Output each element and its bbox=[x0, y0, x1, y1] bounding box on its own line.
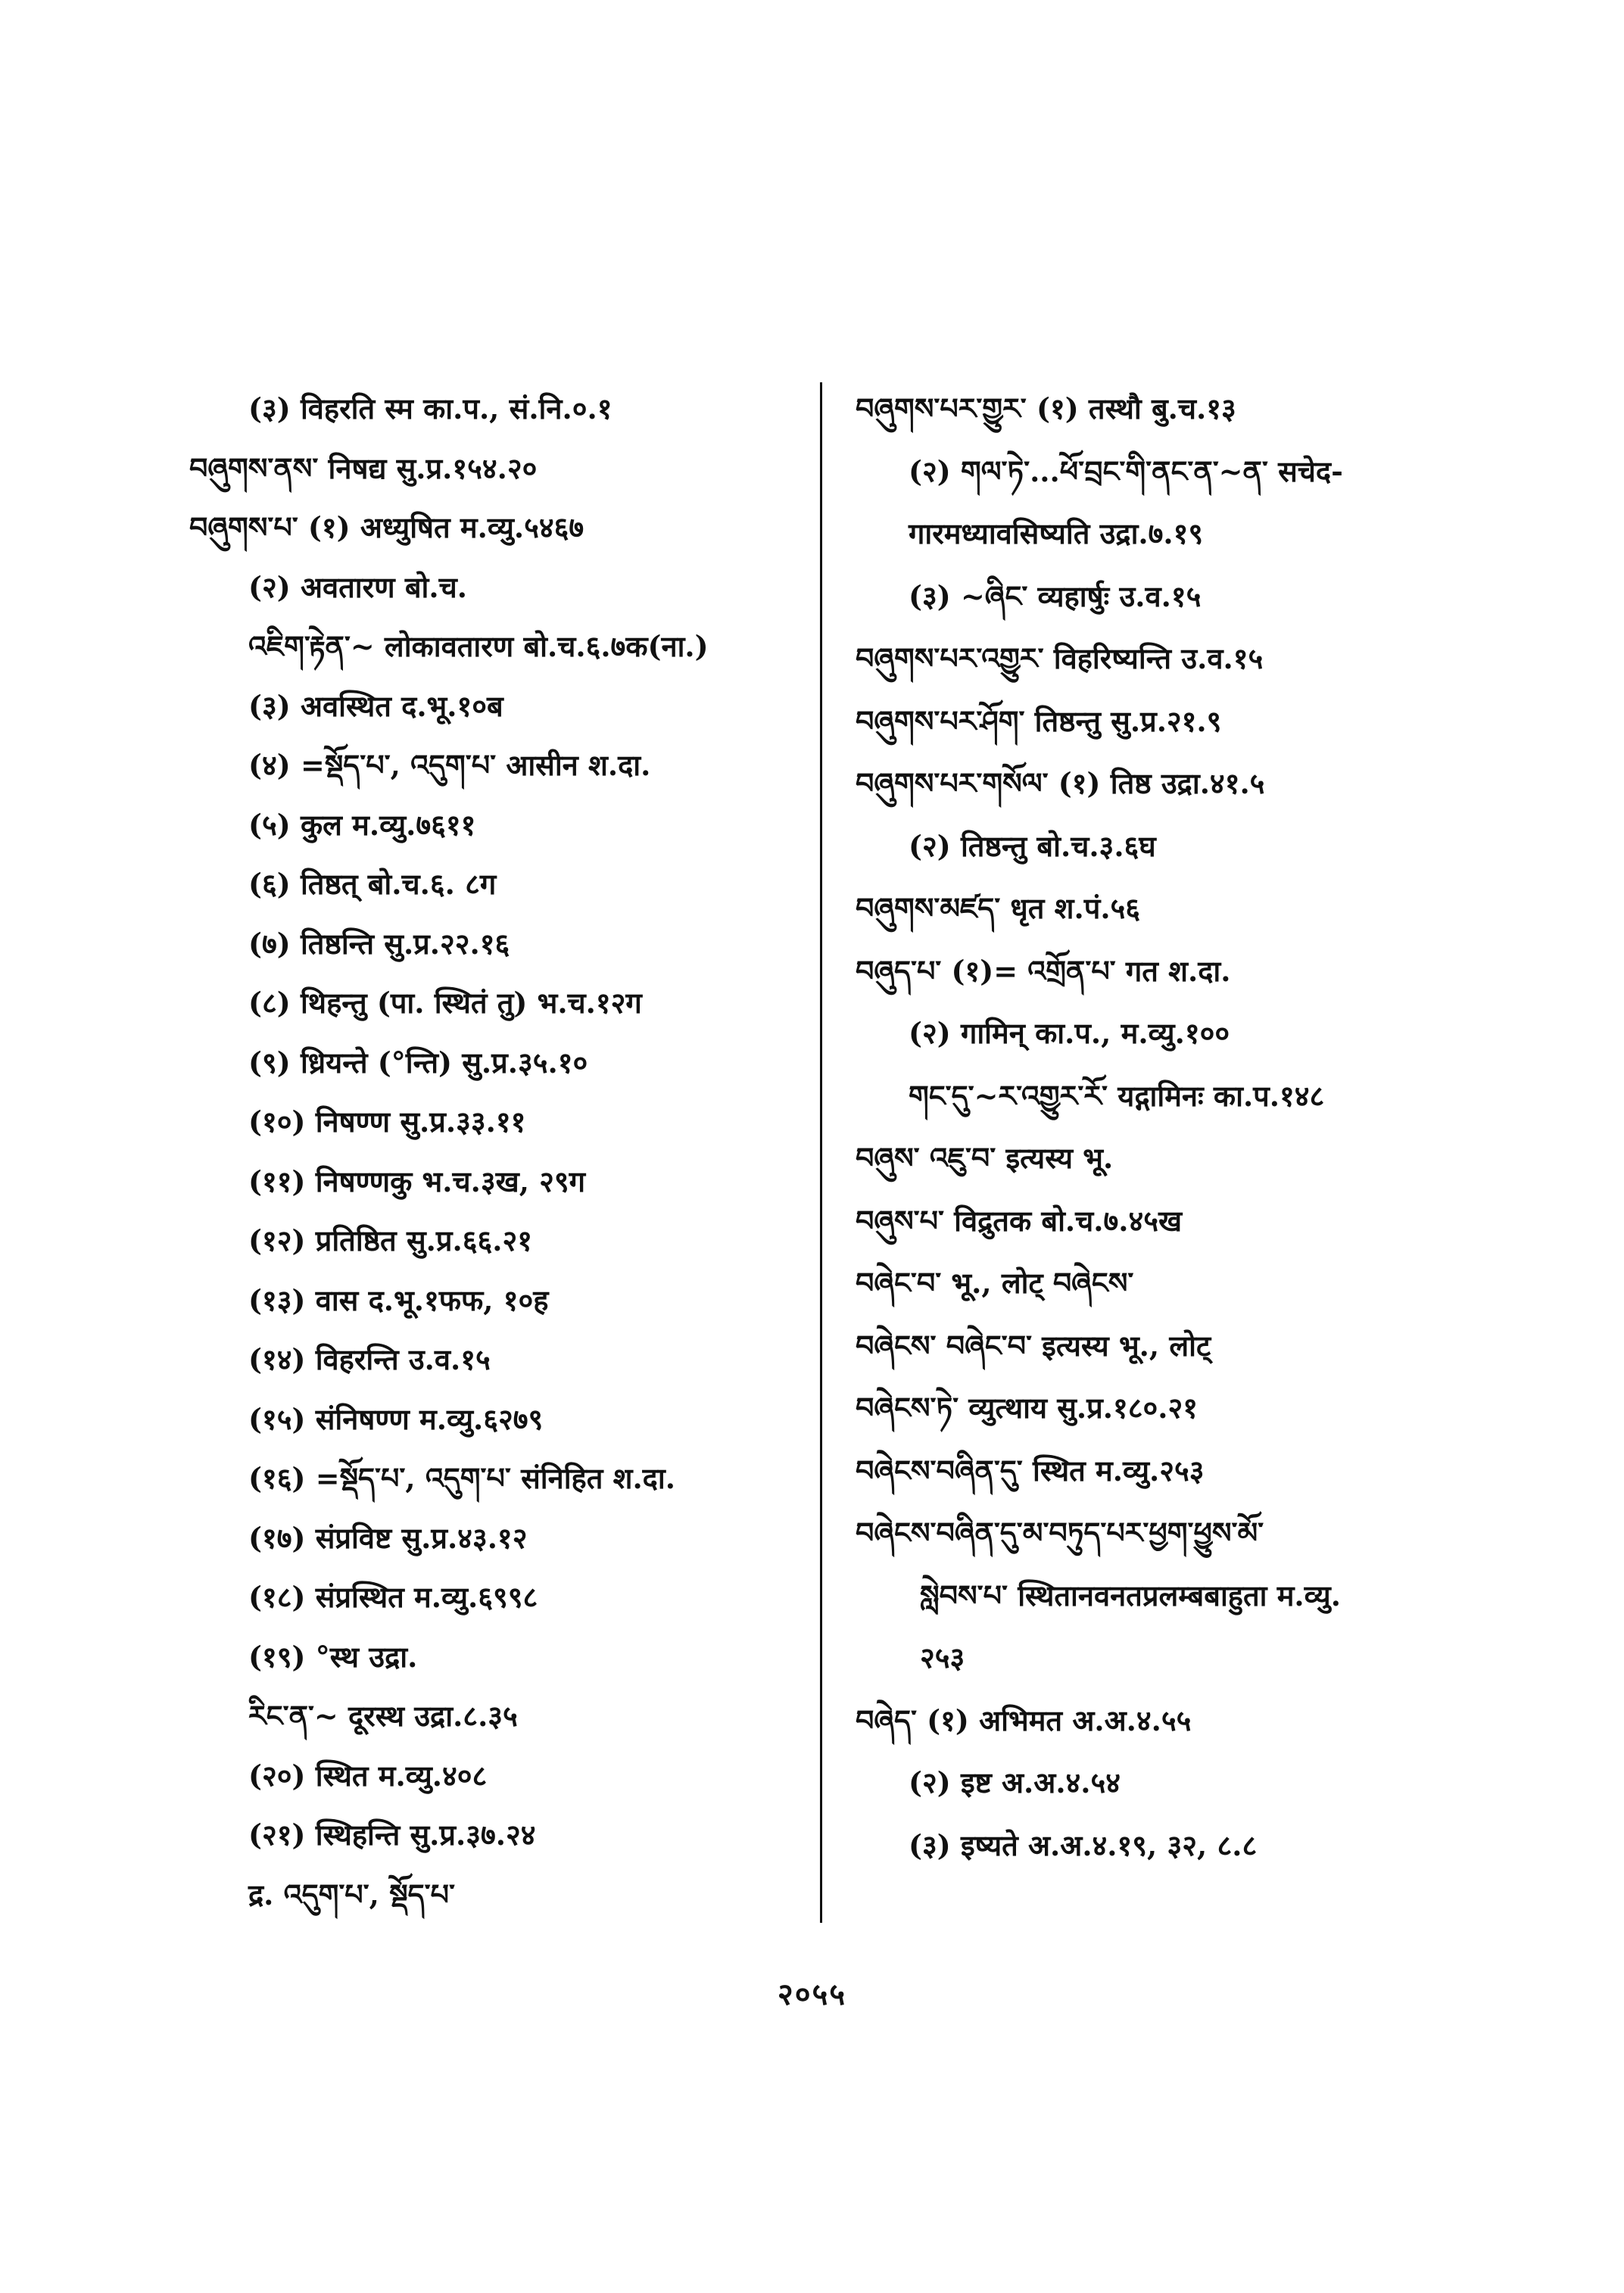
dictionary-line: (९) ध्रियन्ते (°न्ति) सु.प्र.३५.१० bbox=[248, 1045, 588, 1080]
dictionary-line: (३) अवस्थित द.भू.१०ब bbox=[248, 688, 503, 723]
dictionary-line: (१८) संप्रस्थित म.व्यु.६९९८ bbox=[248, 1580, 538, 1614]
dictionary-line: (१५) संनिषण्ण म.व्यु.६२७९ bbox=[248, 1401, 544, 1436]
right-column bbox=[844, 390, 1442, 1927]
dictionary-line: (२) इष्ट अ.अ.४.५४ bbox=[909, 1765, 1121, 1799]
dictionary-line: (२) गामिन् का.प., म.व्यु.१०० bbox=[909, 1016, 1230, 1050]
dictionary-line: བཞེངས་བཞིན་དུ་ स्थित म.व्यु.२५३ bbox=[856, 1453, 1205, 1488]
dictionary-line: (८) थिहन्तु (पा. स्थितं तु) भ.च.१२ग bbox=[248, 986, 642, 1020]
dictionary-line: བཞེད་ (१) अभिमत अ.अ.४.५५ bbox=[856, 1703, 1192, 1737]
dictionary-line: གང་དུ་~ར་འགྱུར་རོ་ यद्गामिनः का.प.१४८ bbox=[909, 1078, 1325, 1113]
dictionary-line: (१४) विहरन्ति उ.व.१५ bbox=[248, 1342, 491, 1376]
dictionary-line: སླེབས་པ་ स्थितानवनतप्रलम्बबाहुता म.व्यु. bbox=[920, 1578, 1341, 1612]
page-number: २०५५ bbox=[777, 1977, 847, 2012]
dictionary-line: (२१) स्थिहन्ति सु.प्र.३७.२४ bbox=[248, 1818, 536, 1852]
dictionary-line: བཞུས་པ་ विद्रुतक बो.च.७.४५ख bbox=[856, 1203, 1183, 1238]
dictionary-line: (३) विहरति स्म का.प., सं.नि.०.१ bbox=[248, 391, 613, 425]
dictionary-line: བཞེང་བ་ भू., लोट् བཞེངས་ bbox=[856, 1266, 1134, 1300]
dictionary-line: (६) तिष्ठत् बो.च.६. ८ग bbox=[248, 867, 497, 901]
dictionary-line: (२) अवतारण बो.च. bbox=[248, 569, 467, 604]
dictionary-line: (१२) प्रतिष्ठित सु.प्र.६६.२१ bbox=[248, 1223, 532, 1257]
dictionary-line: བཞུགས་པར་གྱུར་ (१) तस्थौ बु.च.१३ bbox=[856, 391, 1236, 425]
dictionary-line: (१९) °स्थ उद्रा. bbox=[248, 1639, 418, 1674]
dictionary-line: བཞུགས་པར་ཤོག་ तिष्ठन्तु सु.प्र.२१.९ bbox=[856, 703, 1222, 738]
column-divider bbox=[820, 382, 822, 1923]
dictionary-line: བཞུགས་ནས་ निषद्य सु.प्र.१५४.२० bbox=[189, 450, 538, 485]
dictionary-line: (५) कुल म.व्यु.७६११ bbox=[248, 807, 476, 842]
dictionary-line: (४) =སྡོད་པ་, འདུག་པ་ आसीन श.दा. bbox=[248, 748, 651, 782]
dictionary-line: गारमध्यावसिष्यति उद्रा.७.१९ bbox=[909, 516, 1204, 550]
dictionary-line: བཞུས་ འཇུ་བ་ इत्यस्य भू. bbox=[856, 1141, 1114, 1175]
dictionary-line: (२०) स्थित म.व्यु.४०८ bbox=[248, 1758, 488, 1793]
dictionary-line: (३) ~ཞིང་ व्यहार्षुः उ.व.१५ bbox=[909, 578, 1202, 613]
dictionary-line: བཞེངས་བཞིན་དུ་མ་བཏུད་པར་ཕྱག་ཕྱུས་མོ་ bbox=[856, 1516, 1264, 1550]
dictionary-line: བཞུད་པ་ (१)= འགྲོན་པ་ गत श.दा. bbox=[856, 953, 1231, 988]
dictionary-line: (३) इष्यते अ.अ.४.१९, ३२, ८.८ bbox=[909, 1827, 1258, 1862]
dictionary-line: བཞུགས་པར་འགྱུར་ विहरिष्यन्ति उ.व.१५ bbox=[856, 641, 1264, 675]
dictionary-line: (१३) वास द.भू.१फफ, १०ह bbox=[248, 1282, 549, 1317]
dictionary-line: २५३ bbox=[920, 1640, 965, 1675]
dictionary-line: འཇིག་རྟེན་~ लोकावतारण बो.च.६.७क(ना.) bbox=[248, 629, 709, 663]
dictionary-line: (२) གལ་ཏེ་...ཕོ་བྲང་གི་ནང་ན་~ན་ सचेद- bbox=[909, 453, 1343, 488]
dictionary-line: (१०) निषण्ण सु.प्र.३३.११ bbox=[248, 1104, 526, 1139]
dictionary-line: བཞུགས་པ་ (१) अध्युषित म.व्यु.५४६७ bbox=[189, 510, 584, 544]
dictionary-line: (२) तिष्ठन्तु बो.च.३.६घ bbox=[909, 828, 1156, 863]
dictionary-line: (७) तिष्ठन्ति सु.प्र.२२.१६ bbox=[248, 926, 510, 961]
left-column bbox=[189, 390, 810, 1927]
dictionary-line: (१७) संप्रविष्ट सु.प्र.४३.१२ bbox=[248, 1520, 528, 1555]
dictionary-line: བཞེངས་ཏེ་ व्युत्थाय सु.प्र.१८०.२१ bbox=[856, 1391, 1199, 1425]
dictionary-line: (१६) =སྡོད་པ་, འདུག་པ་ संनिहित श.दा. bbox=[248, 1461, 675, 1495]
dictionary-line: द्र. འདུག་པ་, སྡོད་པ་ bbox=[248, 1877, 455, 1911]
dictionary-line: བཞུགས་པར་གསོལ་ (१) तिष्ठ उद्रा.४१.५ bbox=[856, 766, 1265, 800]
dictionary-line: (११) निषण्णकु भ.च.३ख, २९ग bbox=[248, 1164, 586, 1198]
dictionary-line: བཞུགས་མཛད་ धृत श.पं.५६ bbox=[856, 891, 1141, 925]
dictionary-line: རིང་ན་~ दूरस्थ उद्रा.८.३५ bbox=[248, 1699, 518, 1733]
dictionary-line: བཞེངས་ བཞེང་བ་ इत्यस्य भू., लोट् bbox=[856, 1328, 1211, 1363]
